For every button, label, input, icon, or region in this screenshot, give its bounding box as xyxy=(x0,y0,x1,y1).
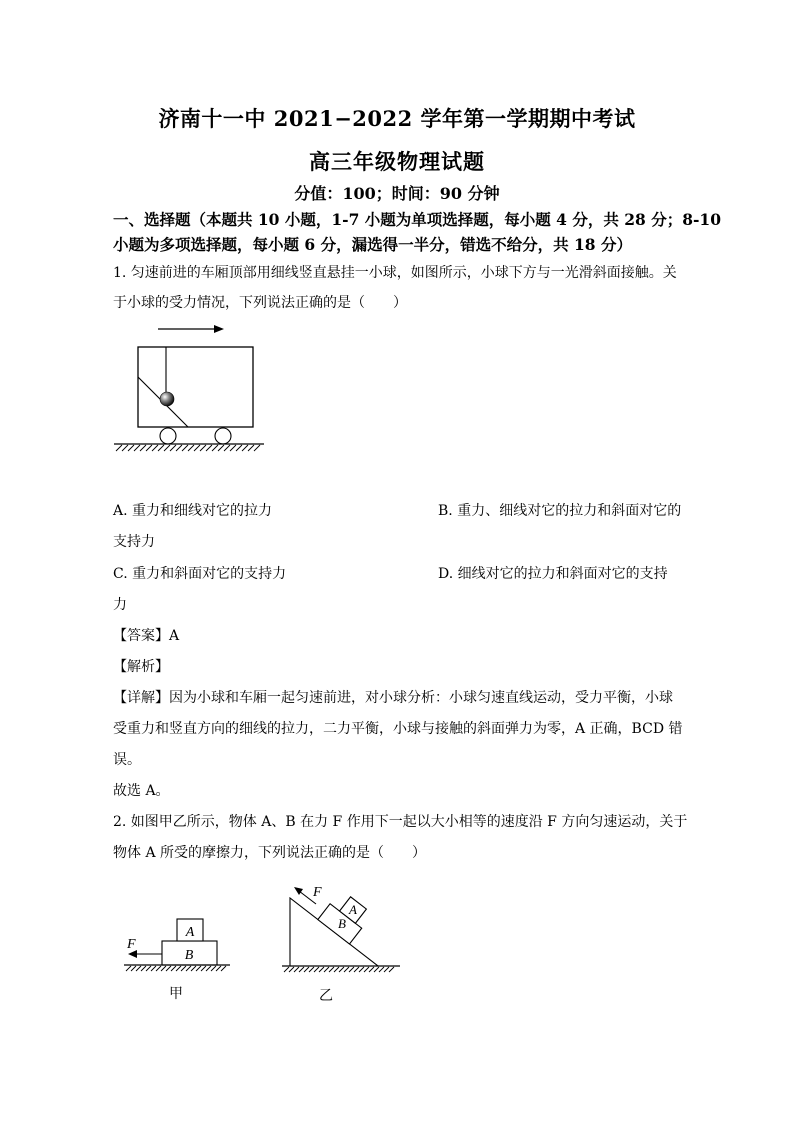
caption-jia: 甲 xyxy=(169,986,183,1002)
block-a-label-yi: A xyxy=(349,902,357,917)
q1-option-b: B. 重力、细线对它的拉力和斜面对它的 xyxy=(438,503,682,519)
exam-subtitle: 高三年级物理试题 xyxy=(309,149,485,174)
q1-option-c: C. 重力和斜面对它的支持力 xyxy=(113,566,287,582)
q1-analysis-label: 【解析】 xyxy=(113,659,169,675)
q1-option-b-cont: 支持力 xyxy=(113,534,155,550)
section-heading-line2: 小题为多项选择题，每小题 6 分，漏选得一半分，错选不给分，共 18 分） xyxy=(113,235,632,254)
q1-detail-line1: 【详解】因为小球和车厢一起匀速前进，对小球分析：小球匀速直线运动，受力平衡，小球 xyxy=(113,690,673,706)
force-label-yi: F xyxy=(313,885,322,900)
q2-figure-jia xyxy=(118,912,238,1007)
force-label-jia: F xyxy=(127,937,136,952)
section-heading-line1: 一、选择题（本题共 10 小题，1-7 小题为单项选择题，每小题 4 分，共 28 分；8-10 xyxy=(113,210,721,229)
wheel-right-icon xyxy=(215,428,231,444)
q2-stem-line1: 2. 如图甲乙所示，物体 A、B 在力 F 作用下一起以大小相等的速度沿 F 方向匀速运动，关于 xyxy=(113,814,688,830)
q1-option-d-cont: 力 xyxy=(113,597,127,613)
block-b-label-jia: B xyxy=(184,948,194,963)
carriage-box xyxy=(138,347,253,427)
caption-yi: 乙 xyxy=(319,988,333,1004)
q1-detail-line3: 误。 xyxy=(113,752,141,768)
q1-option-d: D. 细线对它的拉力和斜面对它的支持 xyxy=(438,566,668,582)
q1-detail-line2: 受重力和竖直方向的细线的拉力，二力平衡，小球与接触的斜面弹力为零，A 正确，BCD 错 xyxy=(113,721,683,737)
score-time-line: 分值：100；时间：90 分钟 xyxy=(294,184,500,203)
q2-figure-yi xyxy=(276,880,416,1008)
q1-conclusion: 故选 A。 xyxy=(113,783,170,799)
block-b-label-yi: B xyxy=(338,916,346,931)
q1-answer: 【答案】A xyxy=(113,628,180,644)
velocity-arrow-icon xyxy=(158,325,224,333)
exam-title: 济南十一中 2021−2022 学年第一学期期中考试 xyxy=(158,106,636,131)
ball-icon xyxy=(160,392,174,406)
q1-figure-cart xyxy=(110,318,380,458)
q1-stem-line1: 1. 匀速前进的车厢顶部用细线竖直悬挂一小球，如图所示，小球下方与一光滑斜面接触。关 xyxy=(113,265,677,281)
block-a-label-jia: A xyxy=(185,925,195,940)
q1-stem-line2: 于小球的受力情况，下列说法正确的是（ ） xyxy=(113,295,407,311)
wheel-left-icon xyxy=(160,428,176,444)
q2-stem-line2: 物体 A 所受的摩擦力，下列说法正确的是（ ） xyxy=(113,845,427,861)
q1-option-a: A. 重力和细线对它的拉力 xyxy=(113,503,273,519)
